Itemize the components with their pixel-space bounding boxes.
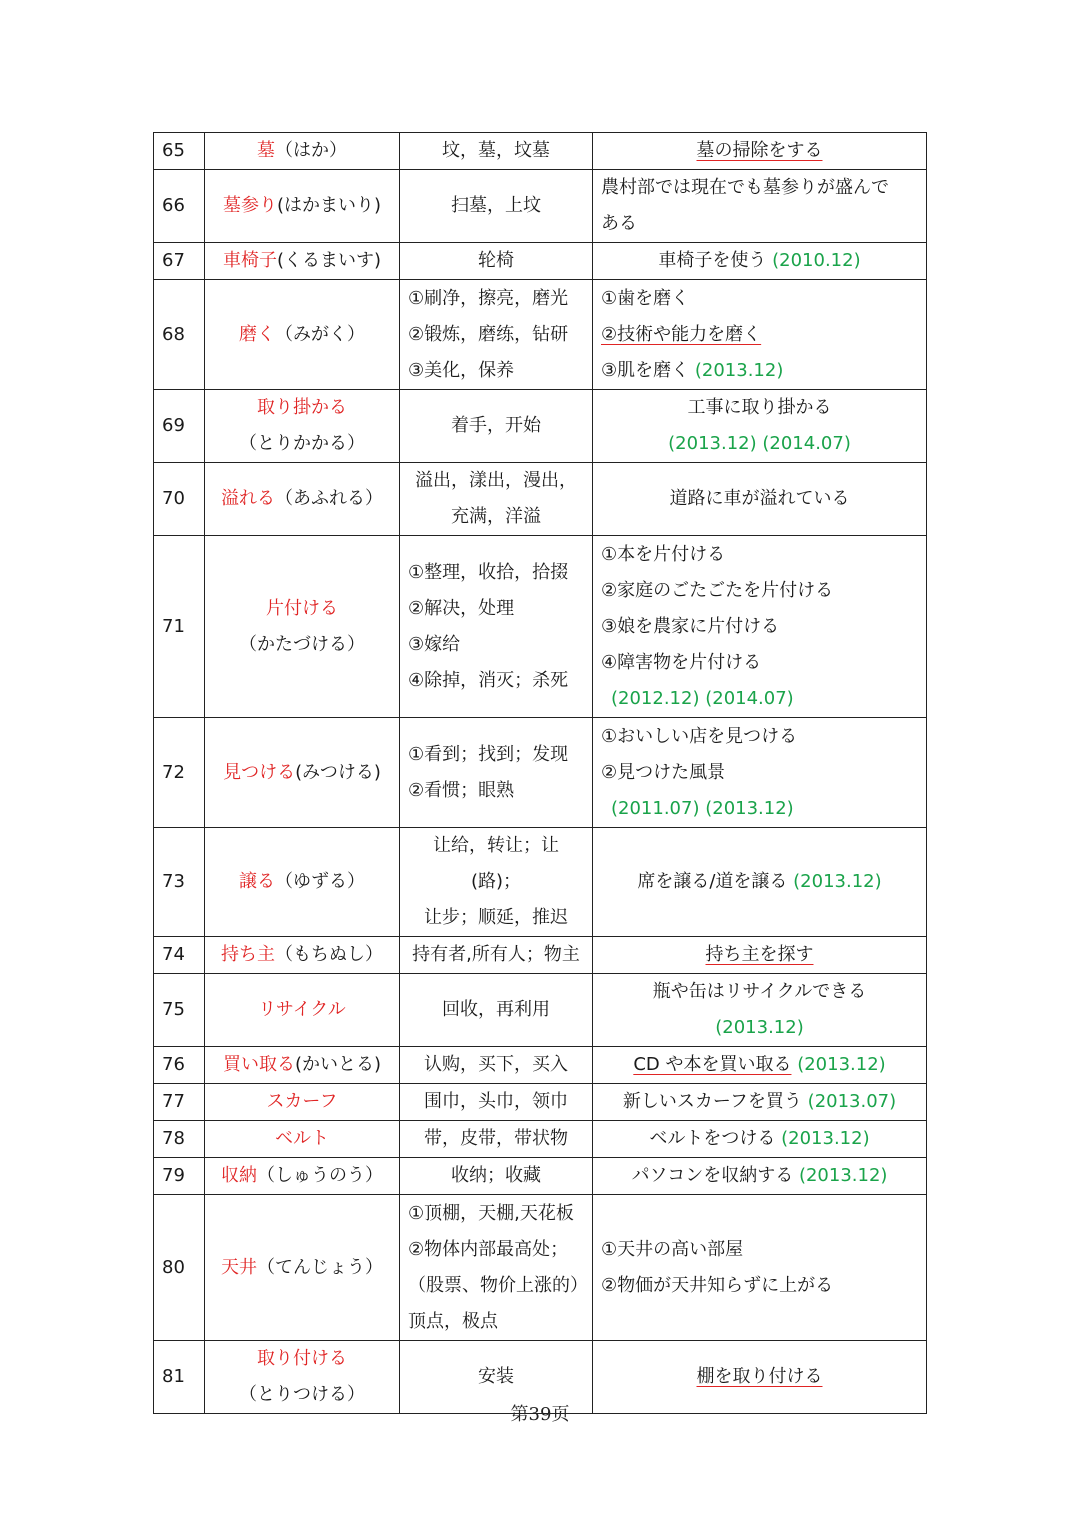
- meaning-line: 带，皮带，带状物: [424, 1128, 568, 1149]
- example-line: ベルトをつける: [649, 1128, 776, 1149]
- row-number: 70: [154, 463, 205, 536]
- example-cell: [593, 280, 927, 390]
- meaning-line: ②锻炼，磨练，钻研: [408, 323, 569, 345]
- example-line: ある: [601, 213, 637, 234]
- meaning-cell: [400, 1195, 593, 1341]
- row-number: 78: [154, 1121, 205, 1158]
- exam-year: (2013.12): [715, 1017, 804, 1038]
- row-number: 77: [154, 1084, 205, 1121]
- table-row: [154, 718, 927, 828]
- word-kanji: スカーフ: [266, 1091, 338, 1112]
- word-cell: [205, 280, 400, 390]
- meaning-cell: [400, 243, 593, 280]
- exam-year: (2013.12): [797, 1054, 886, 1075]
- exam-year: (2013.12): [798, 1165, 888, 1186]
- word-cell: [205, 463, 400, 536]
- word-reading: （かたづける）: [239, 633, 365, 655]
- meaning-cell: [400, 1047, 593, 1084]
- table-row: [154, 463, 927, 536]
- word-reading: （とりかかる）: [239, 433, 365, 454]
- example-line: 席を譲る/道を譲る: [637, 871, 788, 892]
- table-row: [154, 974, 927, 1047]
- meaning-cell: [400, 170, 593, 243]
- word-kanji: 取り掛かる: [257, 397, 347, 418]
- example-line: 墓の掃除をする: [696, 140, 823, 161]
- meaning-cell: [400, 1121, 593, 1158]
- meaning-line: 扫墓，上坟: [451, 195, 541, 216]
- exam-year: (2011.07): [611, 797, 700, 819]
- exam-year: (2013.12): [781, 1128, 870, 1149]
- word-reading: （ゆずる）: [275, 871, 365, 892]
- word-cell: [205, 536, 400, 718]
- row-number: 69: [154, 390, 205, 463]
- example-cell: [593, 1158, 927, 1195]
- word-kanji: 買い取る: [222, 1054, 295, 1075]
- word-kanji: 墓: [257, 140, 275, 161]
- row-number: 75: [154, 974, 205, 1047]
- meaning-line: ④除掉，消灭；杀死: [408, 669, 569, 691]
- row-number: 68: [154, 280, 205, 390]
- meaning-line: ①看到；找到；发现: [408, 743, 569, 765]
- example-cell: [593, 390, 927, 463]
- meaning-line: 顶点，极点: [408, 1310, 498, 1332]
- row-number: 73: [154, 828, 205, 937]
- row-number: 81: [154, 1341, 205, 1414]
- word-cell: [205, 1195, 400, 1341]
- example-cell: [593, 718, 927, 828]
- meaning-cell: [400, 1158, 593, 1195]
- example-line: パソコンを収納する: [631, 1165, 794, 1186]
- example-cell: [593, 1195, 927, 1341]
- table-row: [154, 1158, 927, 1195]
- meaning-cell: [400, 390, 593, 463]
- example-line: ④障害物を片付ける: [601, 651, 762, 673]
- page-number: 第39页: [510, 1404, 570, 1425]
- example-line: ①本を片付ける: [601, 543, 726, 565]
- meaning-line: 着手，开始: [451, 415, 541, 436]
- word-reading: （あふれる）: [275, 488, 383, 509]
- word-reading: (くるまいす): [276, 250, 382, 271]
- word-kanji: ベルト: [275, 1128, 329, 1149]
- word-cell: [205, 937, 400, 974]
- word-kanji: 車椅子: [222, 250, 277, 271]
- word-kanji: 墓参り: [222, 195, 277, 216]
- meaning-line: 充满，洋溢: [451, 506, 541, 527]
- word-reading: (みつける): [295, 761, 381, 783]
- meaning-line: ①刷净，擦亮，磨光: [408, 287, 569, 309]
- word-reading: （はか）: [275, 140, 347, 161]
- example-line: ②技術や能力を磨く: [601, 323, 762, 345]
- row-number: 72: [154, 718, 205, 828]
- word-reading: (かいとる): [294, 1054, 382, 1075]
- row-number: 79: [154, 1158, 205, 1195]
- example-line: ①歯を磨く: [601, 287, 690, 309]
- example-line: 新しいスカーフを買う: [622, 1091, 802, 1112]
- word-reading: （もちぬし）: [275, 944, 383, 965]
- example-line: ②物価が天井知らずに上がる: [601, 1274, 834, 1296]
- meaning-line: ①整理，收拾，拾掇: [408, 561, 569, 583]
- table-row: [154, 1121, 927, 1158]
- exam-year: (2013.07): [807, 1091, 897, 1112]
- word-cell: [205, 1084, 400, 1121]
- table-row: [154, 1195, 927, 1341]
- word-kanji: 溢れる: [221, 488, 275, 509]
- word-cell: [205, 718, 400, 828]
- word-kanji: リサイクル: [258, 999, 346, 1020]
- example-cell: [593, 828, 927, 937]
- example-line: 持ち主を探す: [705, 944, 814, 965]
- meaning-line: 围巾，头巾，领巾: [424, 1091, 568, 1112]
- word-cell: [205, 974, 400, 1047]
- word-cell: [205, 1121, 400, 1158]
- word-kanji: 持ち主: [221, 944, 275, 965]
- table-row: [154, 133, 927, 170]
- row-number: 66: [154, 170, 205, 243]
- row-number: 76: [154, 1047, 205, 1084]
- example-line: ①天井の高い部屋: [601, 1238, 744, 1260]
- exam-year: (2013.12): [705, 797, 794, 819]
- word-kanji: 取り付ける: [257, 1348, 347, 1369]
- meaning-cell: [400, 280, 593, 390]
- example-line: ③肌を磨く: [601, 359, 690, 381]
- meaning-cell: [400, 718, 593, 828]
- meaning-line: ②看惯；眼熟: [408, 779, 515, 801]
- table-row: [154, 280, 927, 390]
- meaning-line: ②解决，处理: [408, 597, 515, 619]
- exam-year: (2013.12): [793, 871, 882, 892]
- table-row: [154, 937, 927, 974]
- exam-year: (2014.07): [762, 433, 851, 454]
- word-cell: [205, 133, 400, 170]
- row-number: 80: [154, 1195, 205, 1341]
- meaning-line: 认购，买下，买入: [424, 1054, 568, 1075]
- exam-year: (2010.12): [772, 250, 861, 271]
- meaning-cell: [400, 536, 593, 718]
- word-cell: [205, 828, 400, 937]
- meaning-line: 收纳；收藏: [451, 1165, 541, 1186]
- example-cell: [593, 170, 927, 243]
- example-cell: [593, 243, 927, 280]
- meaning-line: 坟，墓，坟墓: [442, 140, 550, 161]
- table-row: [154, 170, 927, 243]
- example-line: 道路に車が溢れている: [669, 488, 850, 509]
- table-row: [154, 390, 927, 463]
- table-row: [154, 243, 927, 280]
- word-reading: （とりつける）: [239, 1384, 365, 1405]
- example-line: ③娘を農家に片付ける: [601, 615, 780, 637]
- example-cell: [593, 1047, 927, 1084]
- meaning-cell: [400, 133, 593, 170]
- meaning-line: 安装: [478, 1366, 514, 1387]
- meaning-line: 溢出，漾出，漫出，: [415, 470, 577, 491]
- example-cell: [593, 1121, 927, 1158]
- row-number: 67: [154, 243, 205, 280]
- word-reading: (はかまいり): [276, 195, 382, 216]
- meaning-cell: [400, 828, 593, 937]
- word-kanji: 天井: [221, 1256, 257, 1278]
- exam-year: (2014.07): [705, 687, 794, 709]
- meaning-line: 轮椅: [478, 250, 514, 271]
- exam-year: (2012.12): [611, 687, 700, 709]
- word-reading: （てんじょう）: [257, 1256, 383, 1278]
- row-number: 65: [154, 133, 205, 170]
- example-line: 棚を取り付ける: [696, 1366, 823, 1387]
- meaning-line: 持有者,所有人；物主: [412, 944, 580, 965]
- word-cell: [205, 1158, 400, 1195]
- example-line: 車椅子を使う: [658, 250, 767, 271]
- word-cell: [205, 1047, 400, 1084]
- meaning-cell: [400, 974, 593, 1047]
- meaning-line: 让给，转让；让(路)；: [433, 835, 559, 892]
- word-kanji: 磨く: [239, 323, 275, 345]
- meaning-cell: [400, 463, 593, 536]
- word-kanji: 収納: [221, 1165, 257, 1186]
- exam-year: (2013.12): [694, 359, 784, 381]
- example-cell: [593, 536, 927, 718]
- example-line: 工事に取り掛かる: [687, 397, 832, 418]
- meaning-line: 让步；顺延，推迟: [424, 907, 568, 928]
- example-line: ②家庭のごたごたを片付ける: [601, 579, 834, 601]
- meaning-cell: [400, 1084, 593, 1121]
- example-cell: [593, 133, 927, 170]
- example-cell: [593, 463, 927, 536]
- exam-year: (2013.12): [668, 433, 757, 454]
- table-row: [154, 828, 927, 937]
- word-reading: （しゅうのう）: [257, 1165, 383, 1186]
- word-cell: [205, 243, 400, 280]
- meaning-line: 回收，再利用: [442, 999, 550, 1020]
- example-cell: [593, 1084, 927, 1121]
- example-line: 農村部では現在でも墓参りが盛んで: [601, 177, 889, 198]
- example-line: CD や本を買い取る: [633, 1054, 792, 1075]
- word-reading: （みがく）: [275, 323, 365, 345]
- example-line: 瓶や缶はリサイクルできる: [652, 981, 867, 1002]
- meaning-line: ①顶棚，天棚,天花板: [408, 1202, 574, 1224]
- example-line: ①おいしい店を見つける: [601, 725, 798, 747]
- table-row: [154, 1047, 927, 1084]
- example-cell: [593, 937, 927, 974]
- word-kanji: 譲る: [239, 871, 275, 892]
- meaning-line: ③嫁给: [408, 633, 461, 655]
- example-cell: [593, 974, 927, 1047]
- meaning-line: ③美化，保养: [408, 359, 515, 381]
- word-kanji: 見つける: [223, 761, 296, 783]
- table-row: [154, 536, 927, 718]
- meaning-line: （股票、物价上涨的）: [408, 1274, 588, 1296]
- row-number: 71: [154, 536, 205, 718]
- vocabulary-table: [153, 132, 927, 1414]
- word-cell: [205, 170, 400, 243]
- row-number: 74: [154, 937, 205, 974]
- table-row: [154, 1084, 927, 1121]
- word-cell: [205, 390, 400, 463]
- example-line: ②見つけた風景: [601, 761, 726, 783]
- meaning-line: ②物体内部最高处；: [408, 1238, 569, 1260]
- meaning-cell: [400, 937, 593, 974]
- word-kanji: 片付ける: [266, 597, 338, 619]
